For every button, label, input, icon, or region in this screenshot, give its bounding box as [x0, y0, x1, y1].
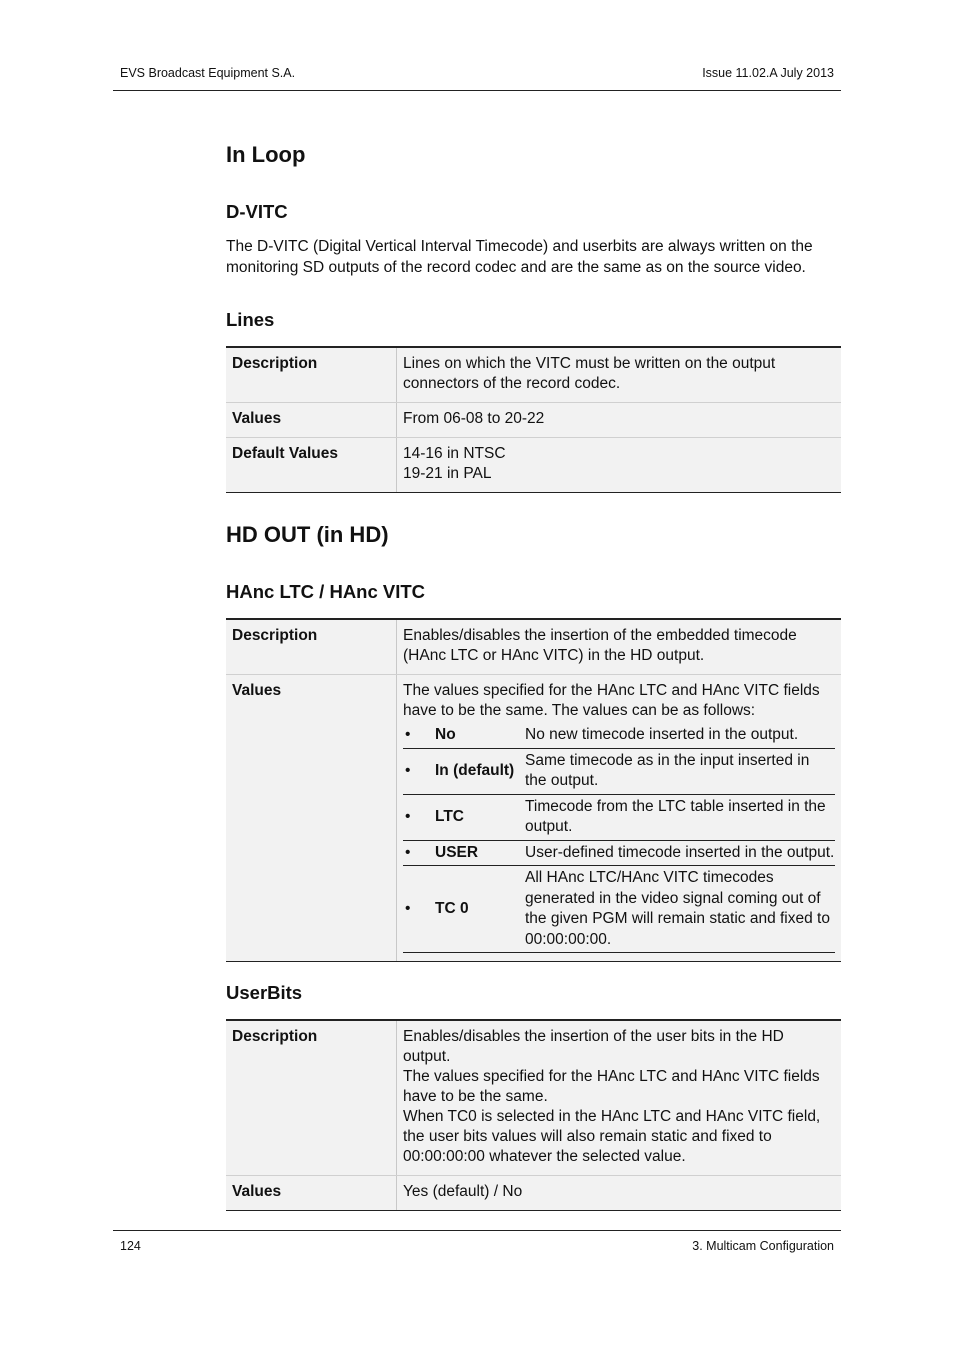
option-name: No — [435, 723, 525, 748]
table-row — [226, 1176, 841, 1211]
section-title-in-loop: In Loop — [226, 142, 306, 167]
row-key: Description — [226, 347, 397, 403]
options-list — [403, 723, 835, 953]
section-title-hd-out: HD OUT (in HD) — [226, 522, 389, 547]
table-row — [226, 1020, 841, 1176]
table-row — [226, 619, 841, 675]
page-number: 124 — [120, 1239, 141, 1253]
list-item — [403, 840, 835, 866]
value-line: 19-21 in PAL — [403, 465, 492, 482]
value-line: 14-16 in NTSC — [403, 445, 506, 462]
bullet: • — [403, 794, 435, 840]
row-value: Enables/disables the insertion of the embedded timecode (HAnc LTC or HAnc VITC) in the HD output. — [397, 619, 842, 675]
lines-table — [226, 346, 841, 493]
option-desc: Timecode from the LTC table inserted in the output. — [525, 794, 835, 840]
value-line: Enables/disables the insertion of the user bits in the HD output. — [403, 1028, 784, 1065]
row-key: Description — [226, 619, 397, 675]
option-desc: All HAnc LTC/HAnc VITC timecodes generated in the video signal coming out of the given PGM will remain static and fixed to 00:00:00:00. — [525, 866, 835, 953]
table-row — [226, 403, 841, 438]
row-value — [397, 675, 842, 962]
subsection-title-userbits: UserBits — [226, 982, 303, 1003]
subsection-title-hanc: HAnc LTC / HAnc VITC — [226, 581, 426, 602]
hanc-table — [226, 618, 841, 962]
bullet: • — [403, 723, 435, 748]
bullet: • — [403, 748, 435, 794]
table-row — [226, 675, 841, 962]
row-value: Yes (default) / No — [397, 1176, 842, 1211]
table-row — [226, 438, 841, 493]
row-key: Values — [226, 403, 397, 438]
option-name: USER — [435, 840, 525, 866]
header-issue: Issue 11.02.A July 2013 — [702, 66, 834, 80]
value-line: The values specified for the HAnc LTC and HAnc VITC fields have to be the same. — [403, 1068, 820, 1105]
list-item — [403, 866, 835, 953]
list-item — [403, 748, 835, 794]
option-desc: No new timecode inserted in the output. — [525, 723, 835, 748]
option-desc: Same timecode as in the input inserted in the output. — [525, 748, 835, 794]
userbits-table — [226, 1019, 841, 1211]
list-item — [403, 794, 835, 840]
value-line: Lines on which the VITC must be written on the output connectors of the record codec. — [403, 355, 776, 392]
row-key: Values — [226, 1176, 397, 1211]
chapter-name: 3. Multicam Configuration — [692, 1239, 834, 1253]
list-item — [403, 723, 835, 748]
row-value — [397, 347, 842, 403]
row-value — [397, 1020, 842, 1176]
header-company: EVS Broadcast Equipment S.A. — [120, 66, 296, 80]
row-key: Default Values — [226, 438, 397, 493]
values-intro: The values specified for the HAnc LTC and HAnc VITC fields have to be the same. The values can be as follows: — [403, 682, 820, 719]
bullet: • — [403, 840, 435, 866]
value-line: From 06-08 to 20-22 — [403, 410, 545, 427]
subsection-title-dvitc: D-VITC — [226, 201, 288, 222]
dvitc-paragraph: The D-VITC (Digital Vertical Interval Timecode) and userbits are always written on the monitoring SD outputs of the record codec and are the same as on the source video. — [226, 238, 813, 276]
subsection-title-lines: Lines — [226, 309, 275, 330]
page-footer — [113, 1230, 841, 1255]
option-name: TC 0 — [435, 866, 525, 953]
value-line: When TC0 is selected in the HAnc LTC and HAnc VITC field, the user bits values will also remain static and fixed to 00:00:00:00 whatever the selected value. — [403, 1108, 821, 1165]
table-row — [226, 347, 841, 403]
option-name: In (default) — [435, 748, 525, 794]
option-desc: User-defined timecode inserted in the output. — [525, 840, 835, 866]
row-value — [397, 403, 842, 438]
page-header — [113, 64, 841, 91]
row-value — [397, 438, 842, 493]
row-key: Description — [226, 1020, 397, 1176]
option-name: LTC — [435, 794, 525, 840]
row-key: Values — [226, 675, 397, 962]
bullet: • — [403, 866, 435, 953]
